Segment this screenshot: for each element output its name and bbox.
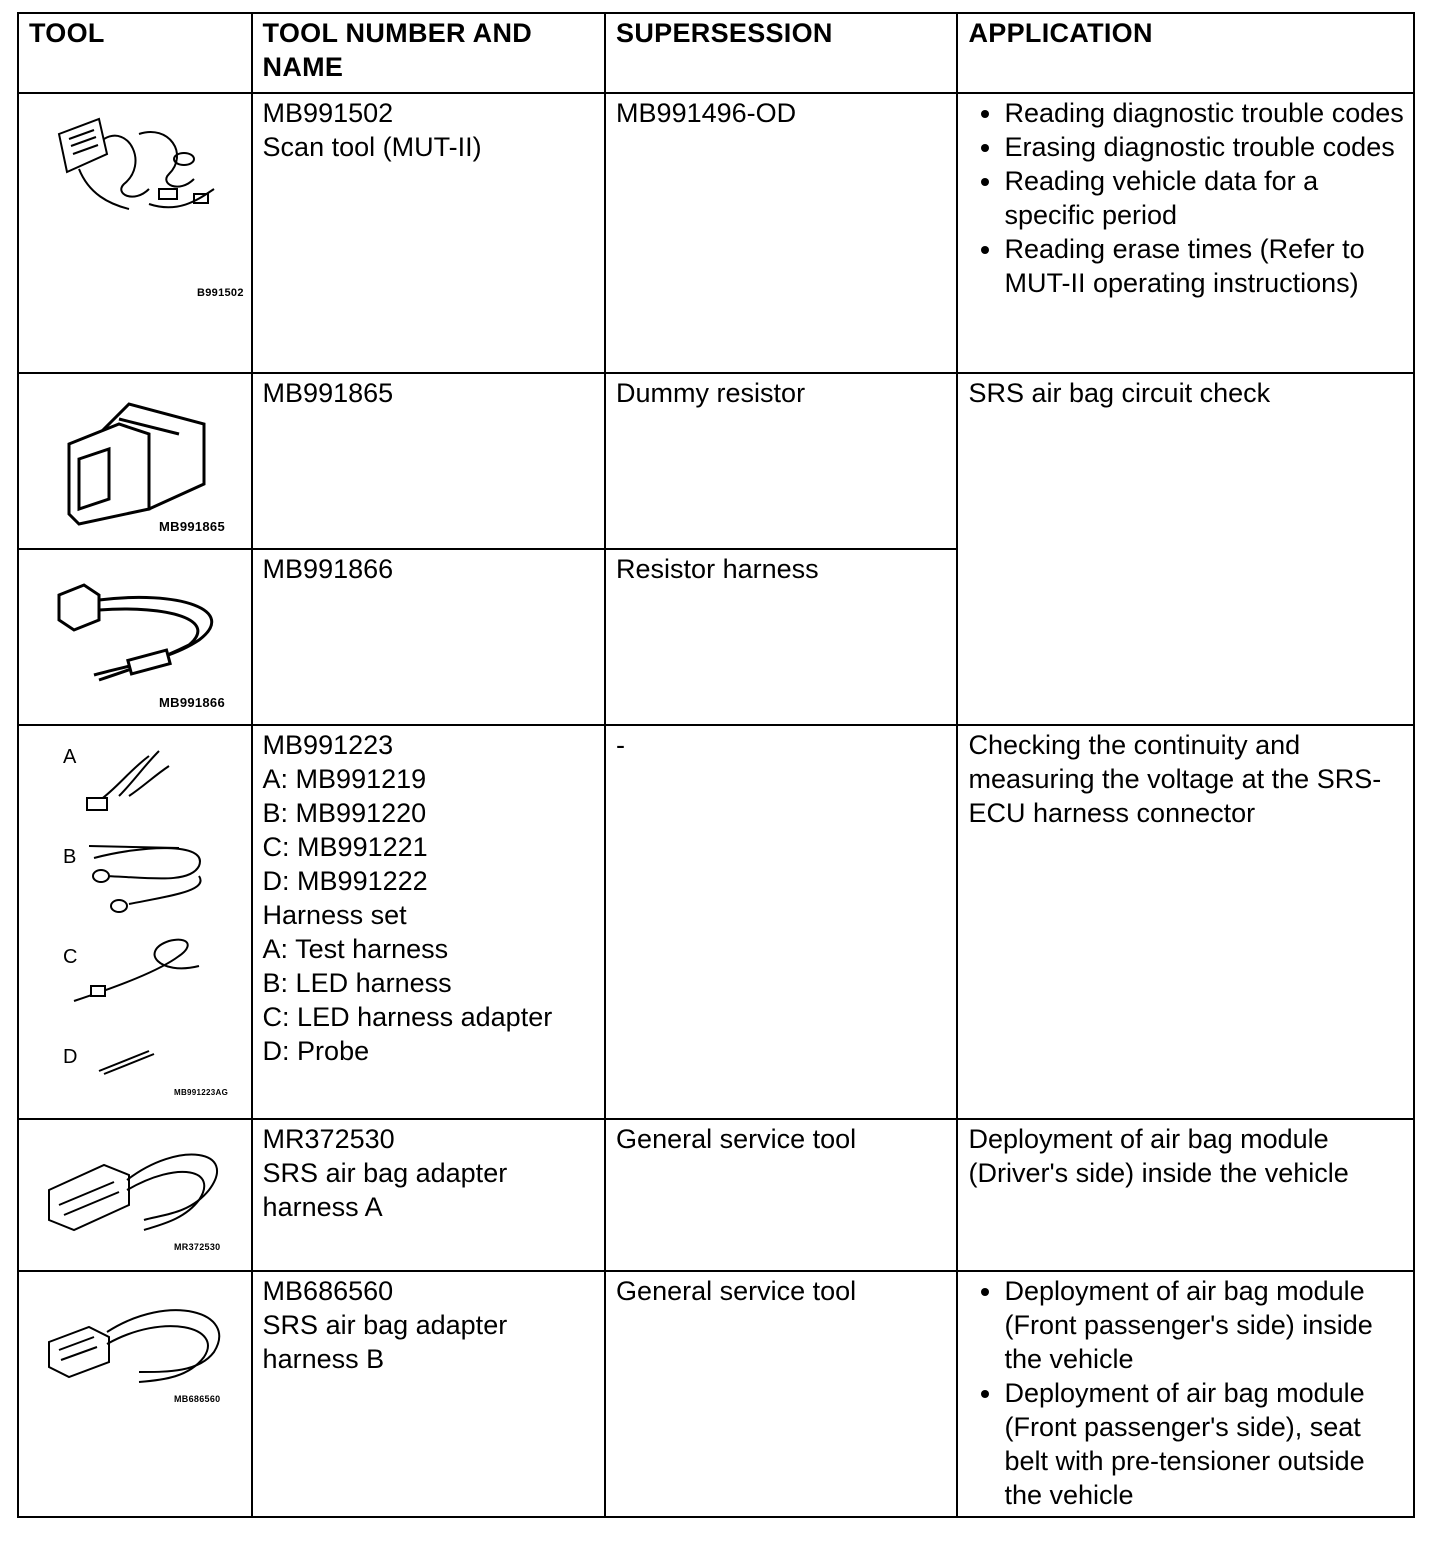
scan-tool-illustration (19, 94, 244, 370)
dummy-resistor-illustration (19, 374, 239, 546)
tool-image-cell (18, 373, 252, 549)
supersession-cell: - (605, 725, 957, 1119)
tool-number-cell (252, 725, 606, 1119)
resistor-harness-illustration (19, 550, 239, 722)
tool-number-cell (252, 373, 606, 549)
header-tool: TOOL (18, 13, 252, 93)
list-item: • Deployment of air bag module (Front passenger's side), seat belt with pre-tensioner outside the vehicle (1004, 1376, 1405, 1512)
application-cell: Checking the continuity and measuring the voltage at the SRS-ECU harness connector (957, 725, 1414, 1119)
tool-name: Harness set (262, 900, 407, 930)
harness-set-illustration (19, 726, 239, 1116)
supersession-cell: General service tool (605, 1271, 957, 1517)
application-list (968, 96, 1405, 300)
special-tools-table (17, 12, 1415, 1518)
tool-number-cell (252, 549, 606, 725)
table-row (18, 725, 1414, 1119)
adapter-harness-a-illustration (19, 1120, 239, 1268)
header-application: APPLICATION (957, 13, 1414, 93)
tool-image-cell (18, 1271, 252, 1517)
tool-name: Scan tool (MUT-II) (262, 132, 482, 162)
label-d: D (63, 1046, 78, 1068)
tool-sub-number: C: MB991221 (262, 832, 428, 862)
table-row (18, 1271, 1414, 1517)
label-a: A (63, 746, 77, 768)
tool-number: MR372530 (262, 1124, 395, 1154)
tool-name: SRS air bag adapter (262, 1310, 508, 1340)
tool-image-cell (18, 549, 252, 725)
tool-number-cell (252, 1119, 606, 1271)
application-cell (957, 1271, 1414, 1517)
supersession-cell: Resistor harness (605, 549, 957, 725)
label-c: C (63, 946, 78, 968)
header-supersession: SUPERSESSION (605, 13, 957, 93)
supersession-cell: General service tool (605, 1119, 957, 1271)
tool-code-label: B991502 (197, 287, 244, 299)
tool-name: harness A (262, 1192, 383, 1222)
tool-image-cell (18, 93, 252, 373)
label-b: B (63, 846, 77, 868)
tool-sub-name: B: LED harness (262, 968, 452, 998)
list-item: • Erasing diagnostic trouble codes (1004, 130, 1405, 164)
table-row (18, 373, 1414, 549)
supersession-cell: MB991496-OD (605, 93, 957, 373)
table-row (18, 1119, 1414, 1271)
tool-sub-number: A: MB991219 (262, 764, 427, 794)
header-row (18, 13, 1414, 93)
tool-name: harness B (262, 1344, 385, 1374)
tool-code-label: MR372530 (174, 1242, 221, 1252)
tool-name: SRS air bag adapter (262, 1158, 508, 1188)
list-item: • Reading erase times (Refer to MUT-II operating instructions) (1004, 232, 1405, 300)
tool-number: MB686560 (262, 1276, 394, 1306)
supersession-cell: Dummy resistor (605, 373, 957, 549)
adapter-harness-b-illustration (19, 1272, 239, 1514)
tool-number: MB991866 (262, 554, 394, 584)
tool-number-cell (252, 93, 606, 373)
tool-image-cell (18, 1119, 252, 1271)
tool-sub-name: A: Test harness (262, 934, 449, 964)
tool-code-label: MB991865 (159, 519, 225, 534)
tool-number: MB991865 (262, 378, 394, 408)
tool-number-cell (252, 1271, 606, 1517)
tool-sub-number: D: MB991222 (262, 866, 428, 896)
application-cell: Deployment of air bag module (Driver's side) inside the vehicle (957, 1119, 1414, 1271)
list-item: • Reading vehicle data for a specific period (1004, 164, 1405, 232)
list-item: • Deployment of air bag module (Front passenger's side) inside the vehicle (1004, 1274, 1405, 1376)
tool-number: MB991502 (262, 98, 394, 128)
header-tool-number-and-name: TOOL NUMBER AND NAME (252, 13, 606, 93)
tool-image-cell (18, 725, 252, 1119)
application-cell (957, 93, 1414, 373)
table-row (18, 93, 1414, 373)
tool-code-label: MB991866 (159, 695, 225, 710)
tool-number: MB991223 (262, 730, 394, 760)
tool-sub-number: B: MB991220 (262, 798, 427, 828)
application-list (968, 1274, 1405, 1512)
tool-sub-name: D: Probe (262, 1036, 370, 1066)
application-cell: SRS air bag circuit check (957, 373, 1414, 725)
tool-sub-name: C: LED harness adapter (262, 1002, 553, 1032)
list-item: • Reading diagnostic trouble codes (1004, 96, 1405, 130)
tool-code-label: MB686560 (174, 1394, 221, 1404)
tool-code-label: MB991223AG (174, 1088, 229, 1097)
